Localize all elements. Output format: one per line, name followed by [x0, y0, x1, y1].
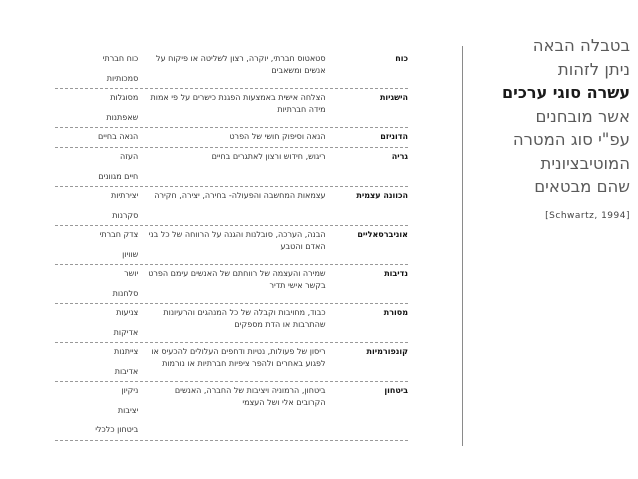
table-row [55, 304, 408, 343]
value-goals [55, 346, 144, 377]
value-description: ריגוש, חידוש ורצון לאתגרים בחיים [211, 152, 326, 161]
goal-item: סקרנות [112, 210, 139, 220]
title-line-7: שהם מבטאים [534, 177, 630, 196]
citation: [Schwartz, 1994] [545, 210, 630, 221]
goal-item: סמכותיות [106, 73, 139, 83]
value-goals [55, 151, 144, 182]
goal-item: ביטחון כלכלי [95, 425, 139, 434]
value-goals [55, 53, 144, 84]
value-name: נדיבות [384, 269, 408, 278]
goal-item: שוויון [122, 249, 139, 259]
goal-item: הנאה בחיים [97, 132, 139, 141]
title-block [480, 34, 630, 221]
value-goals [55, 229, 144, 260]
goal-item: חיים מגוונים [98, 171, 139, 181]
value-goals [55, 131, 144, 143]
value-goals [55, 190, 144, 221]
title-line-5: עפ"י סוג המטרה [512, 130, 630, 149]
value-name: ביטחון [384, 386, 408, 395]
values-table [55, 50, 408, 441]
goal-item: צניעות [116, 308, 139, 317]
title-line-1: בטבלה הבאה [532, 36, 630, 55]
goal-item: אדיבות [114, 366, 139, 376]
goal-item: מסוגלות [110, 93, 139, 102]
goal-item: כוח חברתי [102, 54, 139, 63]
goal-item: העזה [120, 152, 139, 161]
value-name: אוניברסאליים [357, 230, 408, 239]
goal-item: שאפתנות [106, 112, 139, 122]
goal-item: יציבות [117, 405, 139, 415]
value-name: הישגיות [379, 93, 408, 102]
goal-item: ניקיון [121, 386, 139, 395]
goal-item: צדק חברתי [99, 230, 139, 239]
value-goals [55, 385, 144, 436]
value-description: שמירה והעצמה של רווחתם של האנשים עימם הפרט בקשר אישי תדיר [148, 269, 326, 290]
value-description: כבוד, מחויבות וקבלה של כל המנהגים והרעיונות שהתרבות או הדת מספקים [163, 308, 326, 329]
goal-item: יושר [124, 269, 139, 278]
value-description: עצמאות המחשבה והפעולה- בחירה, יצירה, חקירה [154, 191, 326, 200]
value-description: ריסון של פעולות, נטיות ודחפים העלולים להכעיס או לפגוע באחרים ולהפר ציפיות חברתיות או נורמות [151, 347, 326, 368]
table-row [55, 265, 408, 304]
title-line-6: המוטיבציונית [540, 153, 630, 173]
value-goals [55, 268, 144, 299]
value-goals [55, 92, 144, 123]
goal-item: צייתנות [114, 347, 139, 356]
value-name: מסורת [383, 308, 408, 317]
value-name: קונפורמיות [366, 347, 408, 356]
value-name: הכוונה עצמית [356, 191, 408, 200]
title-bold-line: עשרה סוגי ערכים [502, 83, 630, 102]
table-row [55, 187, 408, 226]
table-row [55, 128, 408, 148]
value-description: סטאטוס חברתי, יוקרה, רצון לשליטה או פיקוח על אנשים ומשאבים [156, 54, 326, 75]
value-description: ביטחון, הרמוניה ויציבות של החברה, האנשים הקרובים אלי ושל העצמי [174, 386, 326, 407]
divider-line [462, 46, 463, 446]
goal-item: יצירתיות [110, 191, 139, 200]
value-description: הנאה וסיפוק חושי של הפרט [229, 132, 326, 141]
title-line-2: ניתן לזהות [557, 59, 630, 79]
table-row [55, 89, 408, 128]
table-row [55, 343, 408, 382]
table-row [55, 226, 408, 265]
value-description: הצלחה אישית באמצעות הפגנת כישרים על פי אמות מידה חברתיות [150, 93, 326, 114]
value-name: גריה [391, 152, 408, 161]
table-row [55, 148, 408, 187]
table-row [55, 382, 408, 441]
value-name: הדוניזם [380, 132, 408, 141]
value-description: הבנה, הערכה, סובלנות והגנה על הרווחה של כל בני האדם והטבע [148, 230, 326, 251]
value-name: כוח [395, 54, 408, 63]
value-goals [55, 307, 144, 338]
title-line-4: אשר מובחנים [535, 106, 630, 126]
table-row [55, 50, 408, 89]
goal-item: אדיקות [113, 327, 139, 337]
goal-item: סלחנות [112, 288, 139, 298]
